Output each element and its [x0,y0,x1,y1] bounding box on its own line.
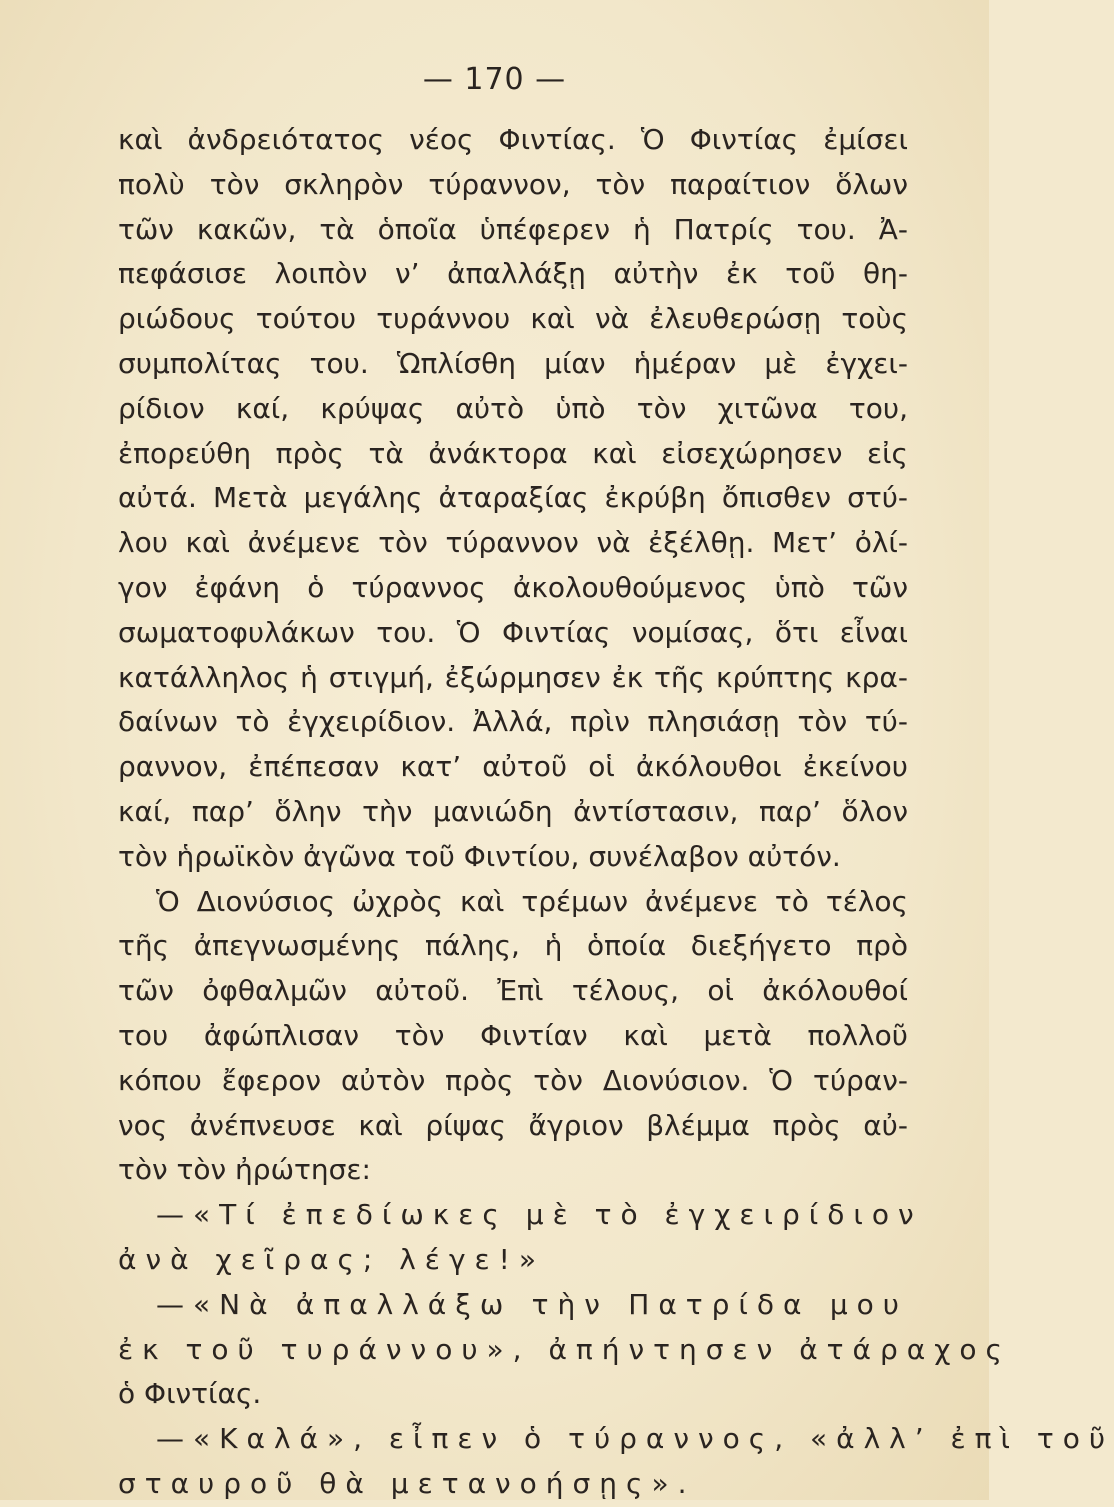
text-line: δαίνων τὸ ἐγχειρίδιον. Ἀλλά, πρὶν πλησιάσῃ τὸν τύ- [118,705,908,739]
text-line: —«Καλά», εἶπεν ὁ τύραννος, «ἀλλ’ ἐπὶ τοῦ [156,1422,1114,1456]
text-line: ριώδους τούτου τυράννου καὶ νὰ ἐλευθερώσῃ τοὺς [118,302,908,336]
text-line: κόπου ἔφερον αὐτὸν πρὸς τὸν Διονύσιον. Ὁ τύραν- [118,1063,908,1097]
text-line: ραννον, ἐπέπεσαν κατ’ αὐτοῦ οἱ ἀκόλουθοι ἐκείνου [118,750,908,784]
text-line: τῆς ἀπεγνωσμένης πάλης, ἡ ὁποία διεξήγετο πρὸ [118,929,908,963]
text-line: γον ἐφάνη ὁ τύραννος ἀκολουθούμενος ὑπὸ τῶν [118,570,908,604]
page-number: — 170 — [422,62,567,97]
text-line: καί, παρ’ ὅλην τὴν μανιώδη ἀντίστασιν, παρ’ ὅλον [118,794,908,828]
text-line: πεφάσισε λοιπὸν ν’ ἀπαλλάξῃ αὐτὴν ἐκ τοῦ θη- [118,257,908,291]
text-line: αὐτά. Μετὰ μεγάλης ἀταραξίας ἐκρύβη ὄπισθεν στύ- [118,481,908,515]
text-line: τῶν κακῶν, τὰ ὁποῖα ὑπέφερεν ἡ Πατρίς του. Ἀ- [118,212,908,246]
text-line: —«Νὰ ἀπαλλάξω τὴν Πατρίδα μου [156,1287,908,1321]
text-line: κατάλληλος ἡ στιγμή, ἐξώρμησεν ἐκ τῆς κρύπτης κρα- [118,660,908,694]
text-line: σταυροῦ θὰ μετανοήσῃς». [118,1466,696,1500]
text-line: του ἀφώπλισαν τὸν Φιντίαν καὶ μετὰ πολλοῦ [118,1018,908,1052]
text-line: τὸν ἡρωϊκὸν ἀγῶνα τοῦ Φιντίου, συνέλαβον αὐτόν. [118,839,841,873]
text-line: ἀνὰ χεῖρας; λέγε!» [118,1242,546,1276]
text-line: συμπολίτας του. Ὡπλίσθη μίαν ἡμέραν μὲ ἐγχει- [118,346,908,380]
text-line: Ὁ Διονύσιος ὠχρὸς καὶ τρέμων ἀνέμενε τὸ τέλος [156,884,908,918]
text-line: —«Τί ἐπεδίωκες μὲ τὸ ἐγχειρίδιον [156,1198,923,1232]
text-line: ὁ Φιντίας. [118,1377,262,1411]
text-line: ἐπορεύθη πρὸς τὰ ἀνάκτορα καὶ εἰσεχώρησεν εἰς [118,436,908,470]
body-text [118,118,1114,1507]
text-line: τῶν ὀφθαλμῶν αὐτοῦ. Ἐπὶ τέλους, οἱ ἀκόλουθοί [118,974,908,1008]
text-line: ἐκ τοῦ τυράννου», ἀπήντησεν ἀτάραχος [118,1332,1011,1366]
text-line: νος ἀνέπνευσε καὶ ρίψας ἄγριον βλέμμα πρὸς αὐ- [118,1108,908,1142]
text-line: καὶ ἀνδρειότατος νέος Φιντίας. Ὁ Φιντίας ἐμίσει [118,123,908,156]
text-line: σωματοφυλάκων του. Ὁ Φιντίας νομίσας, ὅτι εἶναι [118,615,908,649]
text-line: λου καὶ ἀνέμενε τὸν τύραννον νὰ ἐξέλθῃ. Μετ’ ὀλί- [118,526,908,560]
text-line: ρίδιον καί, κρύψας αὐτὸ ὑπὸ τὸν χιτῶνα του, [118,391,908,425]
text-line: τὸν τὸν ἠρώτησε: [118,1153,371,1187]
text-line: πολὺ τὸν σκληρὸν τύραννον, τὸν παραίτιον ὅλων [118,167,908,201]
